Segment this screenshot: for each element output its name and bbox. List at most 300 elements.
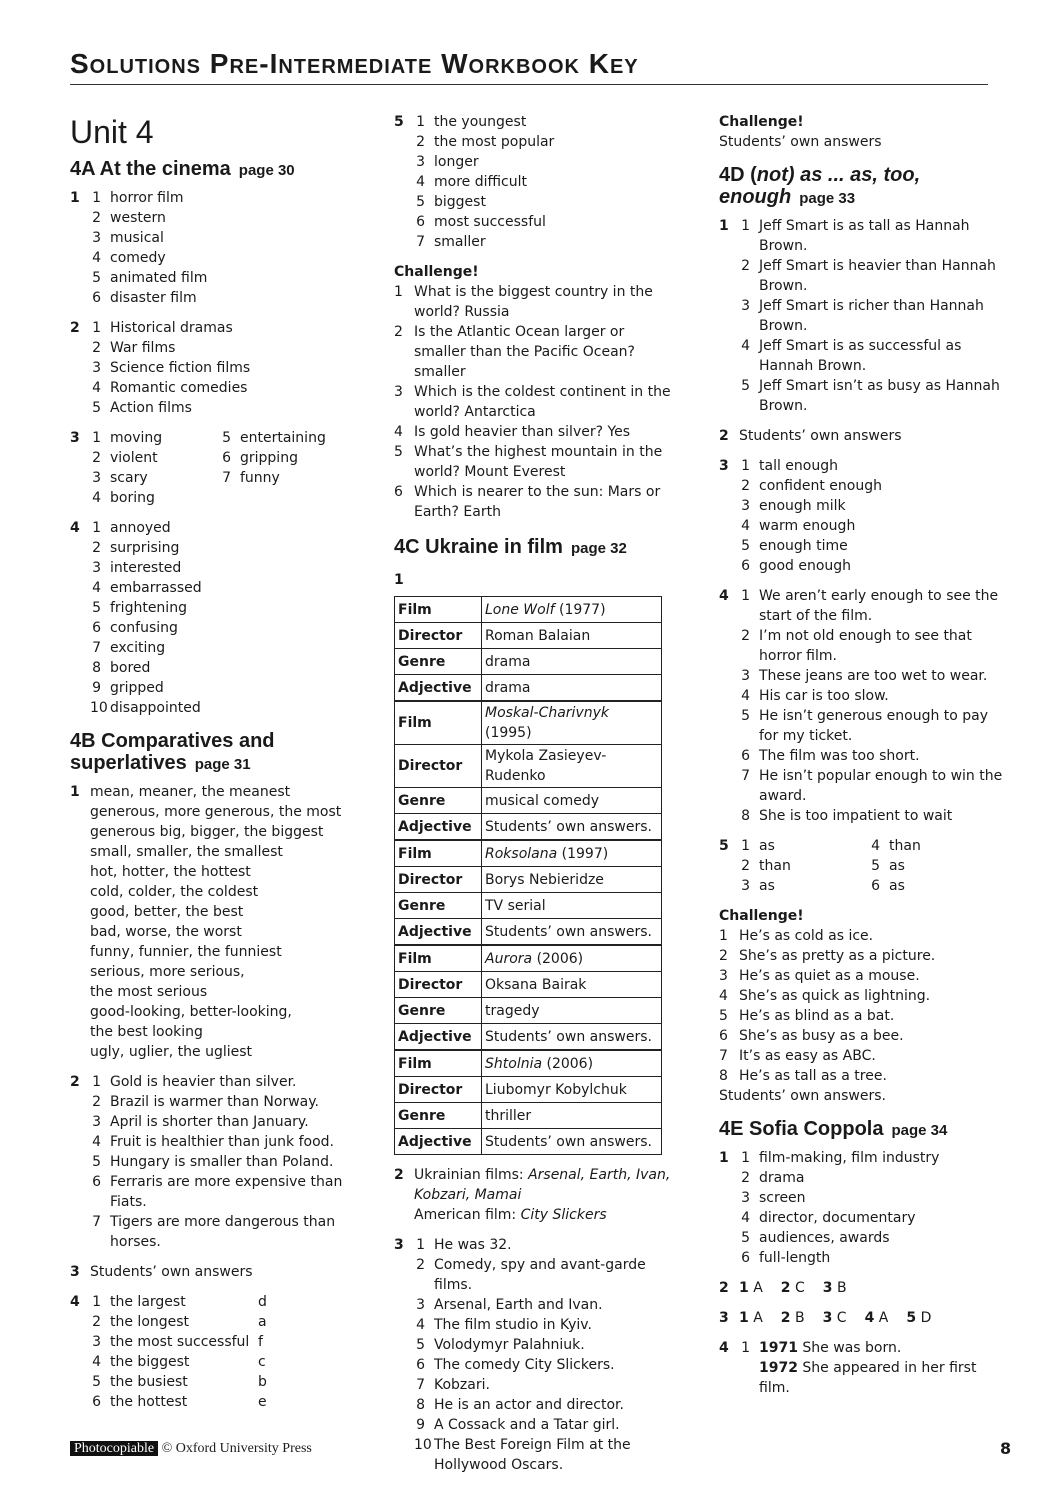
film-year: (2006) [536,950,584,967]
exercise-4a-2: 2 1 Historical dramas 2 War films 3 Science fiction films 4 Romantic comedies 5 Action films [70,318,360,418]
list-item: good enough [759,558,852,574]
table-row [395,1077,662,1103]
list-item: the hottest [110,1394,188,1410]
list-item: funny [240,470,280,486]
list-item: His car is too slow. [759,688,889,704]
list-item: enough milk [759,498,846,514]
exercise-4d-3: 3 1 tall enough 2 confident enough 3 enough milk 4 warm enough 5 enough time 6 good enough [719,456,1004,576]
item-number: 7 [92,640,101,656]
list-item: She’s as quick as lightning. [739,988,931,1004]
answer-line: good-looking, better-looking, [90,1004,292,1020]
row-label: Adjective [395,675,482,702]
answer-letter: C [794,1280,805,1296]
answer-letter: A [753,1310,763,1326]
table-row [395,945,662,972]
table-row [395,840,662,867]
item-number: 3 [741,1190,750,1206]
list-item: The comedy City Slickers. [434,1357,615,1373]
item-number: 5 [416,194,425,210]
film-year: (2006) [546,1055,594,1072]
row-value [482,1050,662,1077]
table-row [395,972,662,998]
item-list [90,1072,360,1252]
list-item: the busiest [110,1374,188,1390]
row-label: Adjective [395,919,482,946]
item-number: 3 [416,154,425,170]
item-number: 4 [394,424,403,440]
answer-line: good, better, the best [90,904,244,920]
item-number: 3 [92,560,101,576]
row-value: Oksana Bairak [482,972,662,998]
list-item: The film was too short. [759,748,920,764]
item-number: 2 [416,1257,425,1273]
item-number: 3 [92,1334,101,1350]
row-label: Genre [395,788,482,814]
item-number: 5 [92,400,101,416]
list-item: War films [110,340,176,356]
exercise-4d-5: 5 1 as 4 than 2 than 5 as 3 as 6 as [719,836,1004,896]
challenge-list [394,282,674,522]
item-number: 6 [871,878,880,894]
item-number: 1 [739,1310,749,1326]
item-number: 1 [92,430,101,446]
list-item: frightening [110,600,187,616]
item-number: 2 [92,450,101,466]
row-label: Adjective [395,1129,482,1155]
challenge-text: Students’ own answers [719,134,882,150]
footer [70,1441,312,1457]
row-value [482,945,662,972]
list-item: We aren’t early enough to see the start of the film. [759,588,999,624]
row-value: tragedy [482,998,662,1024]
exercise-4d-4: 4 1 We aren’t early enough to see the start of the film. 2 I’m not old enough to see that horror film. 3 These jeans are too wet to wear. 4 His car is too slow. 5 He isn’t generous enough to pay for my ticket. 6 The film was too short. 7 He isn’t popular enough to win the award. 8 She is too impatient to wait [719,588,1003,824]
answer-letter: D [920,1310,932,1326]
row-value [482,597,662,623]
table-row [395,675,662,702]
page-number: 8 [1000,1439,1012,1458]
list-item: horror film [110,190,184,206]
list-item: gripping [240,450,298,466]
answer-line: serious, more serious, [90,964,245,980]
exercise-4c-1-number: 1 [394,572,404,588]
list-item: Comedy, spy and avant-garde films. [434,1257,646,1293]
list-item: Brazil is warmer than Norway. [110,1094,319,1110]
list-item: Kobzari. [434,1377,490,1393]
list-item: It’s as easy as ABC. [739,1048,876,1064]
item-number: 6 [719,1028,728,1044]
list-item: the most successful [110,1334,250,1350]
answer-letter: b [258,1374,267,1390]
exercise-4e-3: 3 1 A 2 B 3 C 4 A 5 D [719,1308,1004,1328]
item-list [739,1148,1004,1268]
item-number: 1 [92,520,101,536]
list-item: He is an actor and director. [434,1397,624,1413]
row-label: Genre [395,998,482,1024]
list-item: Historical dramas [110,320,233,336]
item-number: 2 [92,1314,101,1330]
section-4d-heading: 4D (not) as ... as, too, enough page 33 [719,164,921,208]
item-number: 7 [222,470,231,486]
film-title: Roksolana [485,845,558,862]
film-title: Lone Wolf [485,601,555,618]
answer-pair [865,1308,889,1328]
answer-line: mean, meaner, the meanest [90,784,291,800]
item-number: 3 [92,470,101,486]
item-number: 4 [92,1354,101,1370]
row-value: Students’ own answers. [482,919,662,946]
table-row [395,649,662,675]
list-item: audiences, awards [759,1230,890,1246]
item-number: 3 [741,668,750,684]
list-item: Arsenal, Earth and Ivan. [434,1297,603,1313]
list-item: Which is nearer to the sun: Mars or Earth? Earth [414,484,661,520]
exercise-4b-5: 5 1 the youngest 2 the most popular 3 longer 4 more difficult 5 biggest 6 most successful 7 smaller [394,112,674,252]
list-item: confident enough [759,478,882,494]
item-number: 5 [394,444,403,460]
item-number: 3 [822,1280,833,1296]
item-number: 2 [92,210,101,226]
item-number: 4 [741,338,750,354]
item-number: 1 [741,1340,750,1356]
list-item: He was 32. [434,1237,512,1253]
list-item: tall enough [759,458,838,474]
list-item: embarrassed [110,580,202,596]
item-list [414,112,674,252]
list-item: as [889,878,905,894]
column-2 [394,112,674,1485]
item-number: 7 [92,1214,101,1230]
row-label: Genre [395,1103,482,1129]
item-number: 3 [719,968,728,984]
item-number: 6 [222,450,231,466]
list-item: Hungary is smaller than Poland. [110,1154,334,1170]
section-4c-heading: 4C Ukraine in film page 32 [394,536,627,558]
film-title: Shtolnia [485,1055,543,1072]
list-item: warm enough [759,518,856,534]
table-row [395,788,662,814]
item-number: 2 [92,540,101,556]
item-number: 2 [741,628,750,644]
list-item: most successful [434,214,546,230]
item-number: 6 [741,748,750,764]
film-title: Moskal-Charivnyk [485,705,609,721]
challenge-label-2: Challenge! [719,908,804,924]
row-value: TV serial [482,893,662,919]
table-row [395,1129,662,1155]
item-number: 1 [741,218,750,234]
list-item: He’s as cold as ice. [739,928,874,944]
row-value: Liubomyr Kobylchuk [482,1077,662,1103]
item-number: 1 [741,1150,750,1166]
row-value: Students’ own answers. [482,814,662,841]
row-label: Adjective [395,1024,482,1051]
item-list [90,782,360,1062]
exercise-4b-1: 1 mean, meaner, the meanest generous, more generous, the most generous big, bigger, the biggest small, smaller, the smallest hot, hotter, the hottest cold, colder, the coldest good, better, the best bad, worse, the worst funny, funnier, the funniest serious, more serious, the most serious good-looking, better-looking, the best looking ugly, uglier, the ugliest [70,782,360,1062]
answer-pair [739,1308,763,1328]
item-number: 1 [741,838,750,854]
item-number: 1 [92,190,101,206]
list-item: Jeff Smart is as tall as Hannah Brown. [759,218,970,254]
item-number: 2 [741,858,750,874]
item-number: 4 [741,518,750,534]
list-item: Jeff Smart is heavier than Hannah Brown. [759,258,996,294]
film-table [394,596,662,1155]
section-4e-heading: 4E Sofia Coppola page 34 [719,1118,948,1140]
list-item: Gold is heavier than silver. [110,1074,297,1090]
list-item: These jeans are too wet to wear. [759,668,988,684]
list-item: musical [110,230,164,246]
photocopiable-badge: Photocopiable [70,1441,158,1456]
exercise-4a-1: 1 1 horror film 2 western 3 musical 4 comedy 5 animated film 6 disaster film [70,188,360,308]
table-row [395,597,662,623]
list-item: boring [110,490,155,506]
section-4b-heading: 4B Comparatives and superlatives page 31 [70,730,275,774]
item-number: 1 [394,284,403,300]
answer-pair [906,1308,931,1328]
exercise-4a-4: 4 1 annoyed 2 surprising 3 interested 4 embarrassed 5 frightening 6 confusing 7 exciting 8 bored 9 gripped 10 disappointed [70,518,360,718]
row-label: Director [395,745,482,788]
answer-line: bad, worse, the worst [90,924,242,940]
item-number: 4 [871,838,880,854]
item-number: 4 [416,1317,425,1333]
item-number: 4 [416,174,425,190]
list-item: I’m not old enough to see that horror film. [759,628,972,664]
list-item: enough time [759,538,848,554]
list-item: The Best Foreign Film at the Hollywood Oscars. [434,1437,631,1473]
item-number: 6 [416,1357,425,1373]
item-number: 4 [741,688,750,704]
answer-pair [739,1278,763,1298]
item-number: 8 [741,808,750,824]
list-item: entertaining [240,430,326,446]
answer-letter: B [794,1310,805,1326]
row-value: drama [482,649,662,675]
list-item: April is shorter than January. [110,1114,309,1130]
item-number: 1 [416,114,425,130]
row-value: Roman Balaian [482,623,662,649]
page-header-title: Solutions Pre-Intermediate Workbook Key [70,44,988,85]
item-number: 3 [92,1114,101,1130]
exercise-4b-3: 3 Students’ own answers [70,1264,253,1280]
row-value: musical comedy [482,788,662,814]
exercise-4a-3: 3 1 moving 5 entertaining 2 violent 6 gripping 3 scary 7 funny 4 boring [70,428,360,508]
answer-pair [823,1278,847,1298]
exercise-4c-2: 2 Ukrainian films: Arsenal, Earth, Ivan, Kobzari, Mamai American film: City Slickers [394,1165,674,1225]
table-row [395,867,662,893]
answer-letter: A [878,1310,889,1326]
answer-line: generous, more generous, the most [90,804,342,820]
list-item: Volodymyr Palahniuk. [434,1337,585,1353]
item-number: 1 [92,1074,101,1090]
item-number: 5 [741,538,750,554]
list-item: Fruit is healthier than junk food. [110,1134,335,1150]
answer-letter: e [258,1394,267,1410]
list-item: the biggest [110,1354,190,1370]
item-number: 5 [92,270,101,286]
list-item: exciting [110,640,166,656]
list-item: confusing [110,620,178,636]
list-item: smaller [434,234,486,250]
spacer [240,488,360,508]
item-number: 8 [416,1397,425,1413]
item-list [739,1308,1004,1328]
list-item: the youngest [434,114,527,130]
list-item: She’s as pretty as a picture. [739,948,936,964]
item-number: 7 [416,234,425,250]
answer-line: the best looking [90,1024,203,1040]
item-list [90,318,360,418]
row-label: Film [395,701,482,745]
item-number: 5 [741,708,750,724]
item-list [90,428,360,508]
item-number: 1 [741,588,750,604]
item-number: 2 [780,1310,791,1326]
item-number: 6 [92,1174,101,1190]
answer-letter: f [258,1334,263,1350]
item-number: 4 [92,250,101,266]
challenge-label: Challenge! [394,264,479,280]
list-item: Is the Atlantic Ocean larger or smaller than the Pacific Ocean? smaller [414,324,635,380]
list-item: He’s as quiet as a mouse. [739,968,920,984]
item-number: 5 [92,1154,101,1170]
item-list [739,836,1004,896]
table-row [395,623,662,649]
item-list [90,188,360,308]
exercise-4e-4: 4 1 1971 She was born. 1972 She appeared in her first film. [719,1338,1004,1398]
item-number: 10 [90,700,108,716]
item-number: 1 [416,1237,425,1253]
section-4a-heading: 4A At the cinema page 30 [70,158,295,180]
item-number: 1 [92,320,101,336]
list-item: full-length [759,1250,831,1266]
item-number: 6 [92,1394,101,1410]
list-item: as [759,838,775,854]
item-number: 2 [92,340,101,356]
answer-line: generous big, bigger, the biggest [90,824,324,840]
list-item: Jeff Smart is as successful as Hannah Brown. [759,338,962,374]
list-item: screen [759,1190,806,1206]
answer-line: small, smaller, the smallest [90,844,283,860]
row-value: Mykola Zasieyev-Rudenko [482,745,662,788]
row-label: Genre [395,649,482,675]
list-item: Tigers are more dangerous than horses. [110,1214,336,1250]
exercise-4d-1: 1 1 Jeff Smart is as tall as Hannah Brown. 2 Jeff Smart is heavier than Hannah Brown. 3 Jeff Smart is richer than Hannah Brown. 4 Jeff Smart is as successful as Hannah Brown. 5 Jeff Smart isn’t as busy as Hannah Brown. [719,216,1004,416]
item-number: 1 [739,1280,749,1296]
film-title: Aurora [485,950,533,967]
list-item: the longest [110,1314,190,1330]
list-item: director, documentary [759,1210,916,1226]
exercise-4b-4: 4 1 the largest d 2 the longest a 3 the most successful f 4 the biggest c 5 the busiest b 6 the hottest e [70,1292,360,1412]
answer-pair [781,1308,805,1328]
item-number: 2 [741,258,750,274]
row-label: Director [395,867,482,893]
item-number: 4 [92,490,101,506]
list-item: film-making, film industry [759,1150,940,1166]
answer-line: funny, funnier, the funniest [90,944,282,960]
table-row [395,998,662,1024]
item-number: 3 [416,1297,425,1313]
exercise-4b-2: 2 1 Gold is heavier than silver. 2 Brazil is warmer than Norway. 3 April is shorter than January. 4 Fruit is healthier than junk food. 5 Hungary is smaller than Poland. 6 Ferraris are more expensive than Fiats. 7 Tigers are more dangerous than horses. [70,1072,360,1252]
item-list [90,518,360,718]
item-number: 4 [92,380,101,396]
item-number: 5 [92,1374,101,1390]
answer-letter: B [836,1280,847,1296]
item-number: 7 [741,768,750,784]
list-item: disappointed [110,700,201,716]
row-label: Director [395,972,482,998]
item-number: 6 [92,620,101,636]
row-label: Director [395,1077,482,1103]
list-item: He’s as blind as a bat. [739,1008,895,1024]
item-number: 9 [416,1417,425,1433]
exercise-4e-2: 2 1 A 2 C 3 B [719,1278,1004,1298]
answer-pair [823,1308,847,1328]
list-item: Action films [110,400,192,416]
item-number: 6 [741,1250,750,1266]
list-item: What is the biggest country in the world? Russia [414,284,653,320]
row-value [482,840,662,867]
list-item: drama [759,1170,805,1186]
item-number: 2 [416,134,425,150]
timeline [759,1338,1004,1398]
list-item: animated film [110,270,208,286]
list-item: the most popular [434,134,555,150]
list-item: more difficult [434,174,527,190]
item-number: 5 [741,378,750,394]
list-item: What’s the highest mountain in the world? Mount Everest [414,444,663,480]
list-item: Which is the coldest continent in the world? Antarctica [414,384,671,420]
item-number: 6 [416,214,425,230]
item-number: 5 [92,600,101,616]
item-number: 6 [394,484,403,500]
unit-title: Unit 4 [70,114,154,150]
row-label: Genre [395,893,482,919]
item-number: 4 [719,988,728,1004]
answer-letter: A [753,1280,763,1296]
list-item: She is too impatient to wait [759,808,953,824]
year: 1972 [759,1360,798,1376]
list-item: She’s as busy as a bee. [739,1028,904,1044]
list-item: Ferraris are more expensive than Fiats. [110,1174,343,1210]
list-item: Jeff Smart isn’t as busy as Hannah Brown. [759,378,1000,414]
row-value: Borys Nebieridze [482,867,662,893]
list-item: than [889,838,921,854]
list-item: He’s as tall as a tree. [739,1068,887,1084]
answer-letter: d [258,1294,267,1310]
answer-line: the most serious [90,984,208,1000]
column-3 [719,112,1004,1408]
item-number: 7 [719,1048,728,1064]
list-item: A Cossack and a Tatar girl. [434,1417,620,1433]
table-row [395,893,662,919]
item-number: 4 [864,1310,875,1326]
item-list [739,1338,1004,1398]
item-number: 4 [92,1134,101,1150]
row-value [482,701,662,745]
row-label: Adjective [395,814,482,841]
answer-line: hot, hotter, the hottest [90,864,251,880]
answer-line: cold, colder, the coldest [90,884,259,900]
list-item: disaster film [110,290,197,306]
item-list [739,1278,1004,1298]
row-label: Film [395,945,482,972]
answer-line: ugly, uglier, the ugliest [90,1044,253,1060]
item-number: 6 [92,290,101,306]
exercise-4c-3: 3 1 He was 32. 2 Comedy, spy and avant-garde films. 3 Arsenal, Earth and Ivan. 4 The film studio in Kyiv. 5 Volodymyr Palahniuk. 6 The comedy City Slickers. 7 Kobzari. 8 He is an actor and director. 9 A Cossack and a Tatar girl. 10 The Best Foreign Film at the Hollywood Oscars. [394,1235,674,1475]
list-item: longer [434,154,479,170]
item-number: 4 [741,1210,750,1226]
answer-letter: C [836,1310,847,1326]
